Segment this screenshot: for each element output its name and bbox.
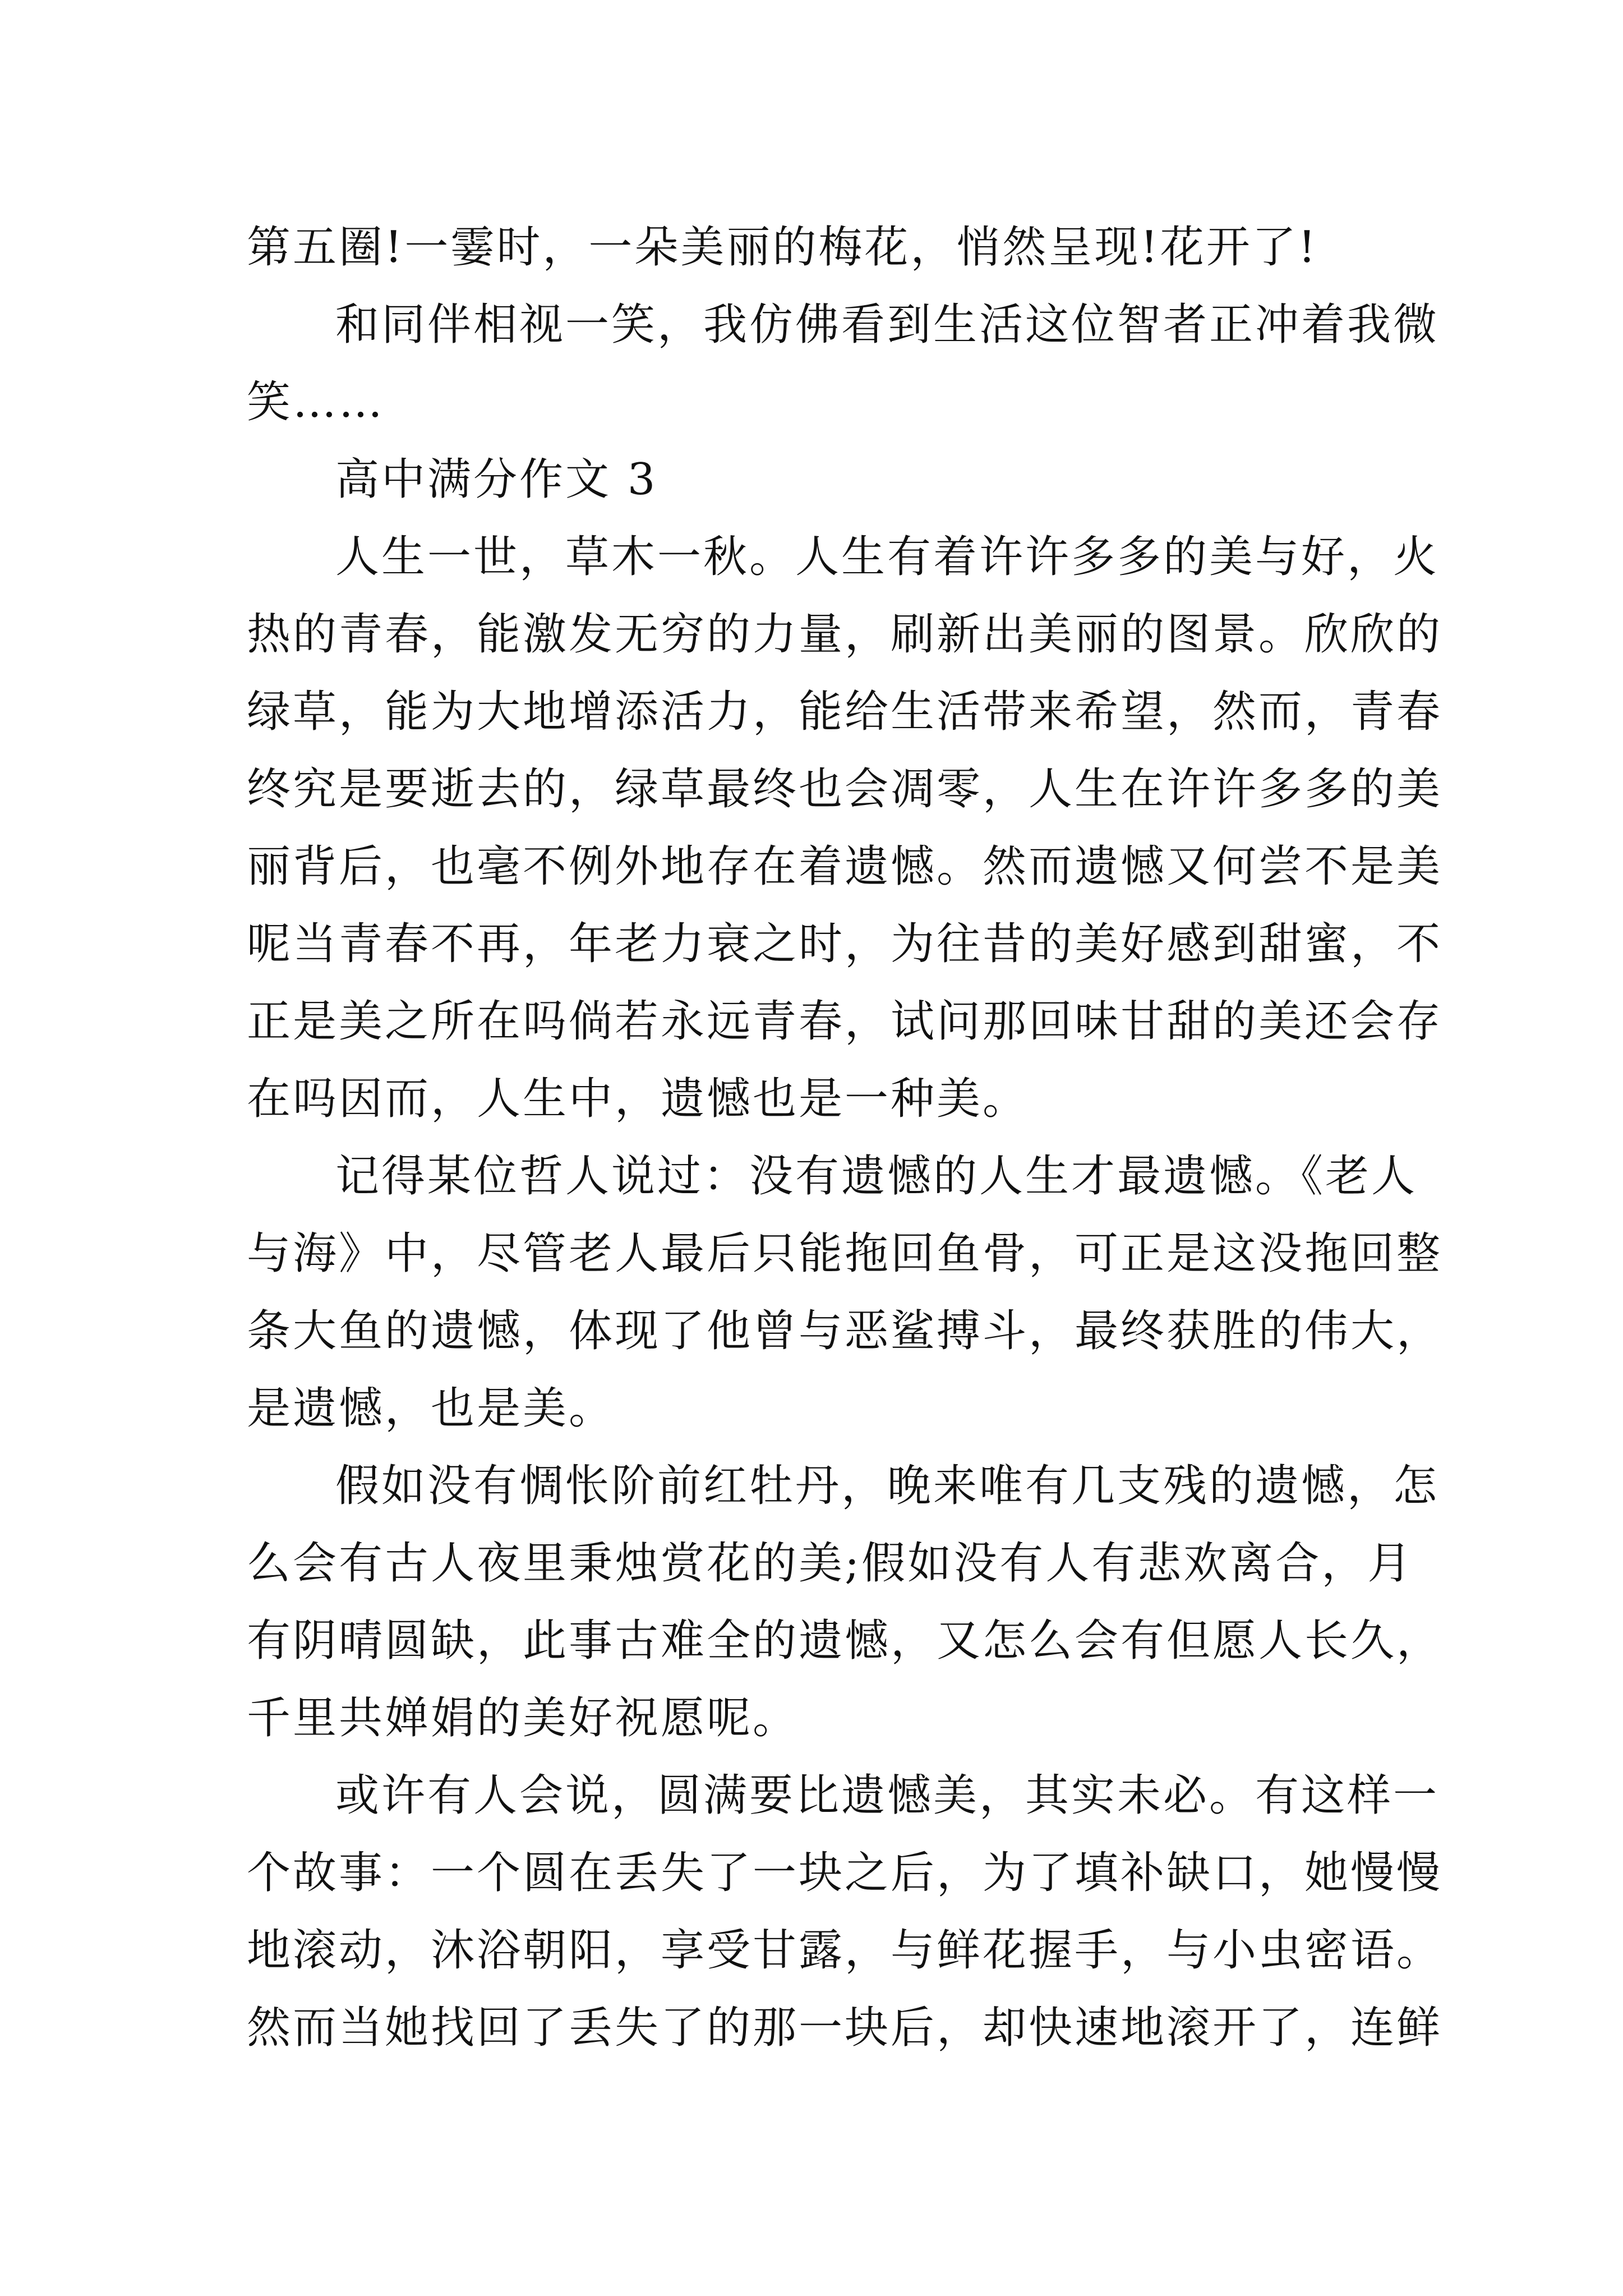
text-line: 和同伴相视一笑，我仿佛看到生活这位智者正冲着我微 [335, 300, 1440, 350]
text-line: 呢当青春不再，年老力衰之时，为往昔的美好感到甜蜜，不 [247, 919, 1443, 969]
text-line: 记得某位哲人说过：没有遗憾的人生才最遗憾。《老人 [335, 1151, 1418, 1202]
text-line: 正是美之所在吗倘若永远青春，试问那回味甘甜的美还会存 [247, 996, 1443, 1047]
text-line: 高中满分作文 3 [335, 454, 658, 505]
document-body [247, 209, 1443, 2067]
paragraph [247, 1757, 1443, 2067]
text-line: 地滚动，沐浴朝阳，享受甘露，与鲜花握手，与小虫密语。 [247, 1925, 1443, 1976]
text-line: 么会有古人夜里秉烛赏花的美;假如没有人有悲欢离合，月 [247, 1538, 1414, 1589]
section-heading [247, 441, 1413, 518]
text-line: 是遗憾，也是美。 [247, 1383, 615, 1434]
text-line: 与海》中，尽管老人最后只能拖回鱼骨，可正是这没拖回整 [247, 1228, 1443, 1279]
paragraph [247, 1138, 1443, 1447]
text-line: 在吗因而，人生中，遗憾也是一种美。 [247, 1074, 1029, 1124]
paragraph [247, 209, 1413, 286]
text-line: 人生一世，草木一秋。人生有着许许多多的美与好，火 [335, 532, 1440, 582]
text-line: 终究是要逝去的，绿草最终也会凋零，人生在许许多多的美 [247, 764, 1443, 815]
paragraph [247, 518, 1443, 1138]
paragraph [247, 1447, 1443, 1757]
text-line: 第五圈!一霎时，一朵美丽的梅花，悄然呈现!花开了! [247, 222, 1318, 273]
text-line: 或许有人会说，圆满要比遗憾美，其实未必。有这样一 [335, 1770, 1440, 1821]
text-line: 假如没有惆怅阶前红牡丹，晚来唯有几支残的遗憾，怎 [335, 1461, 1440, 1511]
text-line: 丽背后，也毫不例外地存在着遗憾。然而遗憾又何尝不是美 [247, 841, 1443, 892]
text-line: 有阴晴圆缺，此事古难全的遗憾，又怎么会有但愿人长久， [247, 1616, 1443, 1666]
text-line: 热的青春，能激发无穷的力量，刷新出美丽的图景。欣欣的 [247, 609, 1443, 660]
text-line: 然而当她找回了丢失了的那一块后，却快速地滚开了，连鲜 [247, 2003, 1443, 2053]
text-line: 笑…… [247, 377, 385, 427]
paragraph [247, 286, 1440, 441]
text-line: 绿草，能为大地增添活力，能给生活带来希望，然而，青春 [247, 687, 1443, 737]
text-line: 千里共婵娟的美好祝愿呢。 [247, 1693, 799, 1743]
text-line: 个故事：一个圆在丢失了一块之后，为了填补缺口，她慢慢 [247, 1848, 1443, 1898]
text-line: 条大鱼的遗憾，体现了他曾与恶鲨搏斗，最终获胜的伟大， [247, 1306, 1443, 1356]
